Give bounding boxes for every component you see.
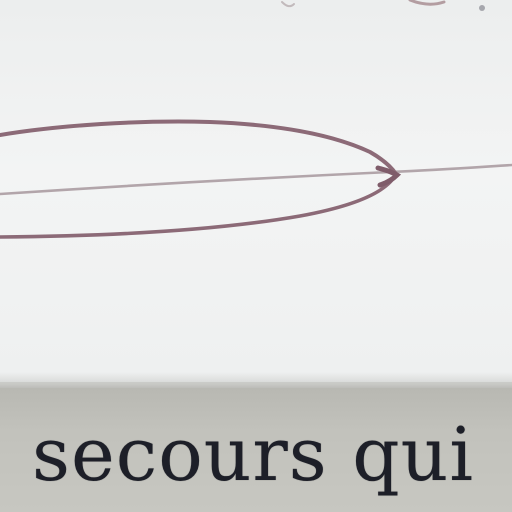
ellipse-upper-arc (0, 122, 396, 174)
ink-speck (479, 5, 485, 11)
top-edge-mark-small (282, 2, 294, 6)
printed-text: secours qui (32, 412, 474, 498)
top-edge-mark (410, 0, 444, 4)
ellipse-lower-arc (0, 174, 396, 237)
horizontal-pencil-line (0, 165, 512, 194)
